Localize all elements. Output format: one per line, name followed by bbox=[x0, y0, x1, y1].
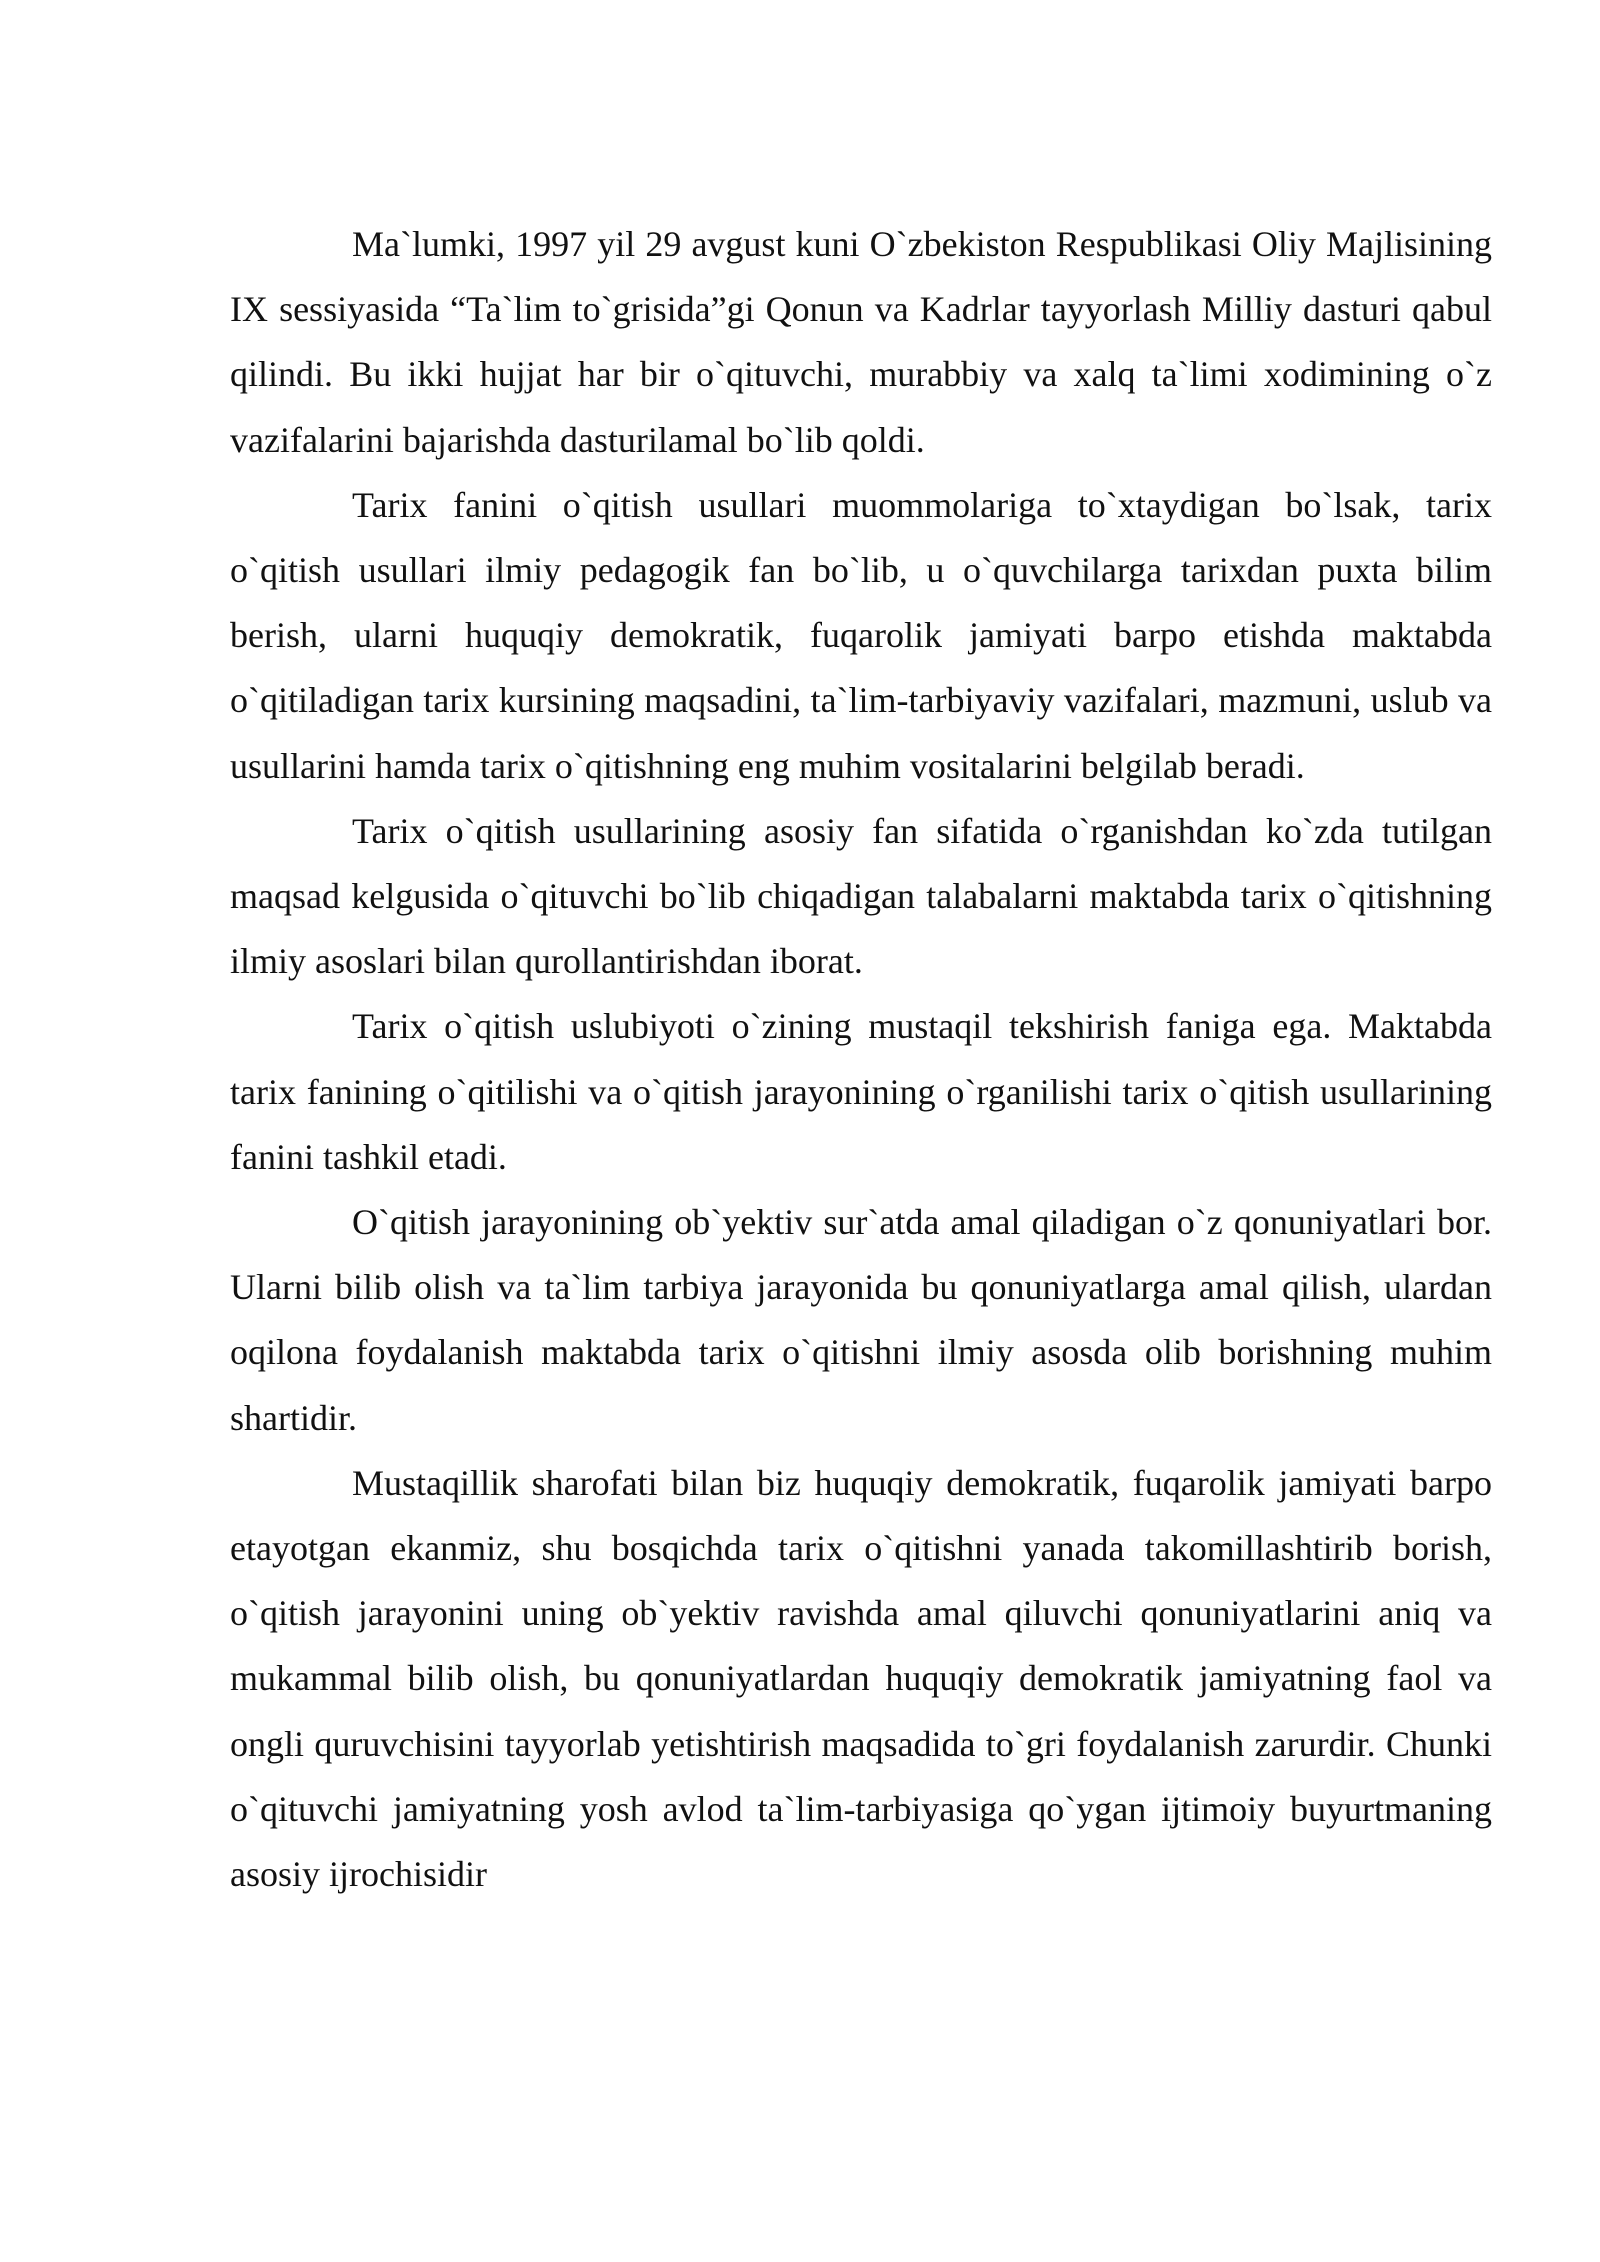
paragraph-1: Ma`lumki, 1997 yil 29 avgust kuni O`zbekiston Respublikasi Oliy Majlisining IX sessiyasida “Ta`lim to`grisida”gi Qonun va Kadrlar tayyorlash Milliy dasturi qabul qilindi. Bu ikki hujjat har bir o`qituvchi, murabbiy va xalq ta`limi xodimining o`z vazifalarini bajarishda dasturilamal bo`lib qoldi. bbox=[230, 224, 1492, 460]
paragraph-6: Mustaqillik sharofati bilan biz huquqiy demokratik, fuqarolik jamiyati barpo etayotgan ekanmiz, shu bosqichda tarix o`qitishni yanada takomillashtirib borish, o`qitish jarayonini uning ob`yektiv ravishda amal qiluvchi qonuniyatlarini aniq va mukammal bilib olish, bu qonuniyatlardan huquqiy demokratik jamiyatning faol va ongli quruvchisini tayyorlab yetishtirish maqsadida to`gri foydalanish zarurdir. Chunki o`qituvchi jamiyatning yosh avlod ta`lim-tarbiyasiga qo`ygan ijtimoiy buyurtmaning asosiy ijrochisidir bbox=[230, 1462, 1492, 1895]
paragraph-5: O`qitish jarayonining ob`yektiv sur`atda amal qiladigan o`z qonuniyatlari bor. Ularni bilib olish va ta`lim tarbiya jarayonida bu qonuniyatlarga amal qilish, ulardan oqilona foydalanish maktabda tarix o`qitishni ilmiy asosda olib borishning muhim shartidir. bbox=[230, 1202, 1492, 1438]
paragraph-2: Tarix fanini o`qitish usullari muommolariga to`xtaydigan bo`lsak, tarix o`qitish usullari ilmiy pedagogik fan bo`lib, u o`quvchilarga tarixdan puxta bilim berish, ularni huquqiy demokratik, fuqarolik jamiyati barpo etishda maktabda o`qitiladigan tarix kursining maqsadini, ta`lim-tarbiyaviy vazifalari, mazmuni, uslub va usullarini hamda tarix o`qitishning eng muhim vositalarini belgilab beradi. bbox=[230, 484, 1492, 786]
document-body bbox=[230, 212, 1492, 1907]
paragraph-3: Tarix o`qitish usullarining asosiy fan sifatida o`rganishdan ko`zda tutilgan maqsad kelgusida o`qituvchi bo`lib chiqadigan talabalarni maktabda tarix o`qitishning ilmiy asoslari bilan qurollantirishdan iborat. bbox=[230, 810, 1492, 982]
paragraph-4: Tarix o`qitish uslubiyoti o`zining mustaqil tekshirish faniga ega. Maktabda tarix fanining o`qitilishi va o`qitish jarayonining o`rganilishi tarix o`qitish usullarining fanini tashkil etadi. bbox=[230, 1006, 1492, 1177]
